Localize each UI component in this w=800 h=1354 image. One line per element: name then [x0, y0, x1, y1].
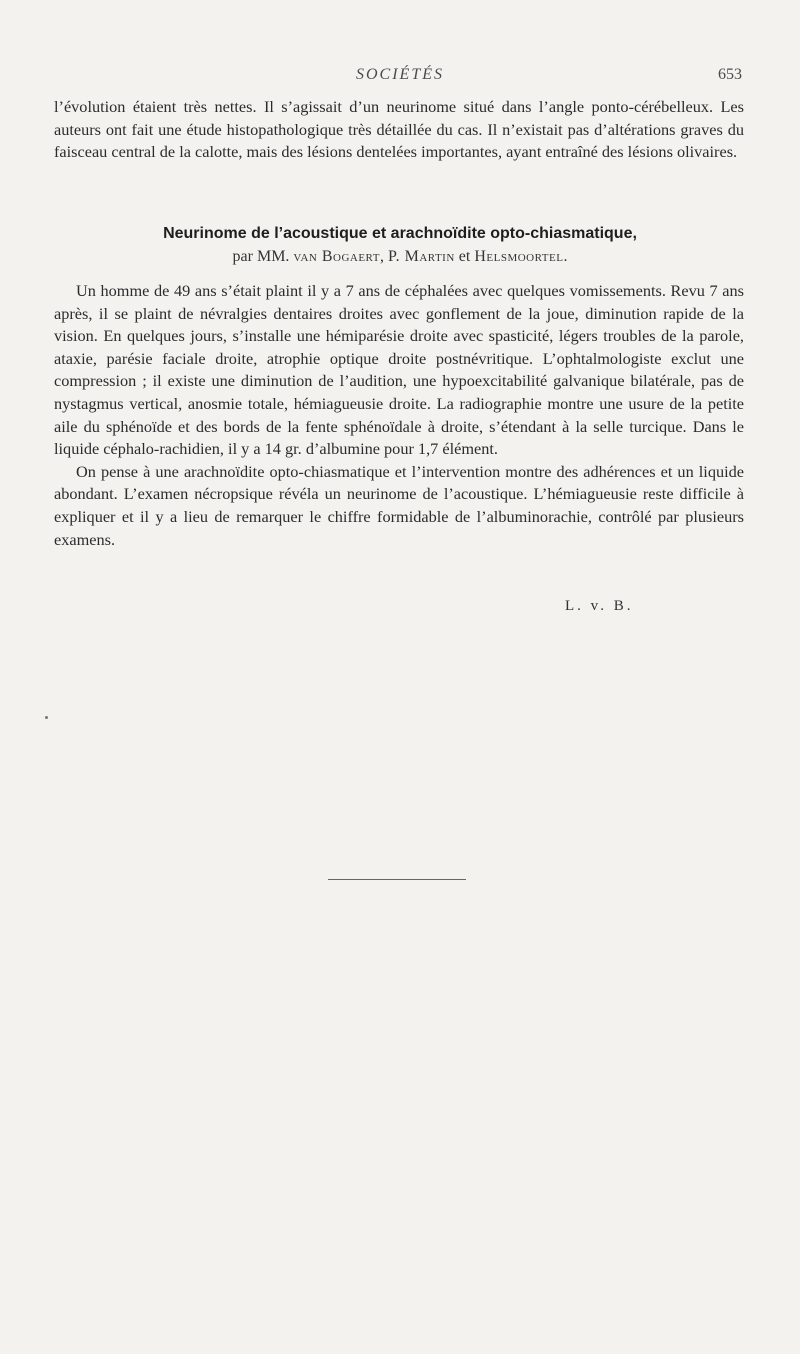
author-helsmoortel: Helsmoortel: [474, 248, 564, 265]
article-authors: [0, 246, 800, 268]
article-title: Neurinome de l’acoustique et arachnoïdite opto-chiasmatique,: [163, 225, 637, 242]
intro-paragraph: l’évolution étaient très nettes. Il s’agissait d’un neurinome situé dans l’angle ponto-cérébelleux. Les auteurs ont fait une étude histopathologique très détaillée du cas. Il n’existait pas d’altérations graves du faisceau central de la calotte, mais des lésions dentelées importantes, ayant entraîné des lésions olivaires.: [54, 97, 744, 162]
print-speck: [45, 716, 48, 719]
end-of-article-rule: [328, 879, 466, 880]
article-heading: [0, 223, 800, 268]
author-martin: P. Martin: [387, 248, 455, 265]
case-report: [54, 280, 744, 551]
authors-prefix: par MM.: [232, 248, 290, 265]
signature: L. v. B.: [565, 598, 634, 614]
case-paragraph-1: Un homme de 49 ans s’était plaint il y a 7 ans de céphalées avec quelques vomissements. Revu 7 ans après, il se plaint de névralgies dentaires droites avec gonflement de la joue, diminution rapide de la vision. En quelques jours, s’installe une hémiparésie droite avec spasticité, légers troubles de la parole, ataxie, parésie faciale droite, atrophie optique droite postnévritique. L’ophtalmologiste exclut une compression ; il existe une diminution de l’audition, une hypoexcitabilité galvanique bilatérale, pas de nystagmus vertical, anosmie totale, hémiagueusie droite. La radiographie montre une usure de la petite aile du sphénoïde et des bords de la fente sphénoïdale à droite, s’étendant à la selle turcique. Dans le liquide céphalo-rachidien, il y a 14 gr. d’albumine pour 1,7 élément.: [54, 281, 744, 459]
author-separator: ,: [379, 248, 384, 265]
running-head: [0, 66, 800, 90]
intro-paragraph-block: [54, 96, 744, 164]
author-van-bogaert: van Bogaert: [293, 248, 380, 265]
authors-end: .: [563, 248, 568, 265]
case-paragraph-2: On pense à une arachnoïdite opto-chiasmatique et l’intervention montre des adhérences et un liquide abondant. L’examen nécropsique révéla un neurinome de l’acoustique. L’hémiagueusie reste difficile à expliquer et il y a lieu de remarquer le chiffre formidable de l’albuminorachie, contrôlé par plusieurs examens.: [54, 461, 744, 549]
page-number: 653: [718, 66, 742, 83]
running-title: SOCIÉTÉS: [356, 66, 444, 83]
authors-connector: et: [458, 248, 471, 265]
